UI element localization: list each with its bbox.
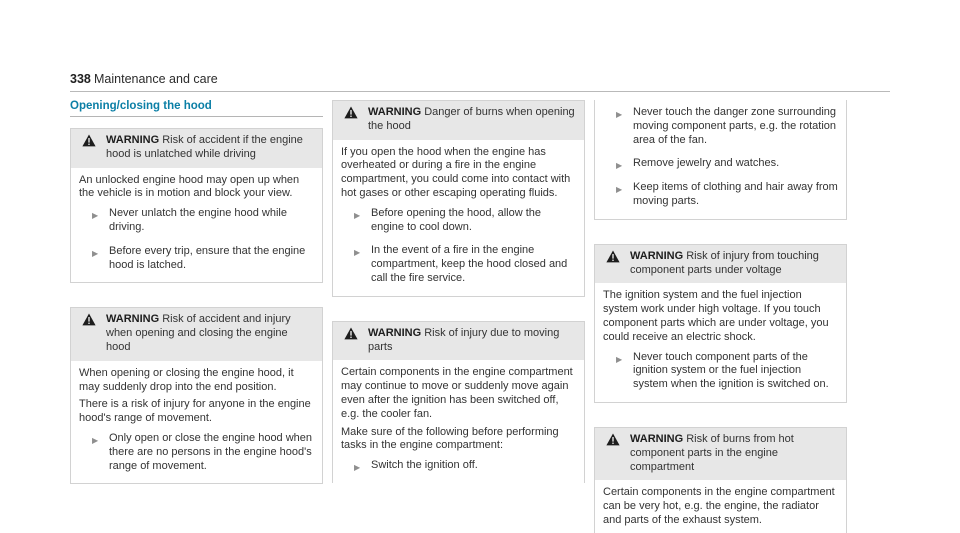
warning-triangle-icon [82, 313, 96, 326]
warning-paragraph: There is a risk of injury for anyone in the engine hood's range of movement. [79, 398, 311, 425]
action-item [341, 459, 576, 473]
warning-header [71, 129, 322, 168]
action-item [79, 245, 314, 273]
warning-paragraph: Certain components in the engine compartment may continue to move or suddenly move again even after the ignition has been switched off, e.g. the cooler fan. [341, 366, 573, 420]
action-list [341, 459, 576, 473]
warning-label: WARNING [630, 432, 684, 445]
action-list [79, 432, 314, 473]
action-list [79, 207, 314, 272]
action-item [603, 157, 838, 171]
warning-box-voltage [594, 244, 847, 403]
action-item [603, 351, 838, 392]
warning-text: Danger of burns when opening the hood [368, 106, 575, 132]
action-item [79, 432, 314, 473]
action-item-text: Never unlatch the engine hood while driving. [109, 207, 287, 233]
section-heading: Opening/closing the hood [70, 100, 323, 117]
warning-paragraph: When opening or closing the engine hood, it may suddenly drop into the end position. [79, 366, 294, 393]
warning-text: Risk of accident if the engine hood is unlatched while driving [106, 134, 303, 160]
warning-text: Risk of burns from hot component parts in the engine compartment [630, 432, 794, 473]
warning-label: WARNING [368, 106, 422, 118]
warning-label: WARNING [106, 313, 160, 326]
warning-box-burns [332, 100, 585, 297]
warning-body [595, 100, 846, 219]
warning-box-hood-unlatched [70, 128, 323, 283]
warning-text: Risk of injury from touching component parts under voltage [630, 249, 819, 276]
warning-label: WARNING [106, 134, 160, 146]
warning-body [71, 168, 322, 283]
warning-triangle-icon [606, 250, 620, 263]
warning-header [333, 101, 584, 140]
action-item [79, 207, 314, 235]
warning-body [595, 283, 846, 402]
page-header [70, 70, 890, 92]
action-item-text: Never touch the danger zone surrounding moving component parts, e.g. the rotation area of the fan. [633, 106, 837, 146]
action-item [603, 181, 838, 209]
warning-header [595, 245, 846, 284]
warning-header [71, 308, 322, 360]
arrow-bullet-icon: ▶ [354, 248, 361, 258]
action-item-text: Never touch component parts of the ignition system or the fuel injection system when the ignition is switched on. [633, 350, 829, 391]
arrow-bullet-icon: ▶ [616, 161, 623, 171]
warning-paragraph: An unlocked engine hood may open up when the vehicle is in motion and block your view. [79, 173, 300, 200]
warning-text: Risk of accident and injury when opening and closing the engine hood [106, 313, 291, 353]
warning-paragraph: Certain components in the engine compartment can be very hot, e.g. the engine, the radiator and parts of the exhaust system. [603, 486, 835, 526]
column-2 [332, 100, 585, 507]
warning-body [595, 480, 846, 533]
warning-box-hood-movement [70, 307, 323, 484]
page-section-title: Maintenance and care [94, 72, 218, 86]
action-item-text: In the event of a fire in the engine compartment, keep the hood closed and call the fire service. [371, 244, 568, 284]
action-item-text: Remove jewelry and watches. [633, 157, 780, 170]
action-item [341, 244, 576, 285]
arrow-bullet-icon: ▶ [92, 211, 99, 221]
warning-paragraph: The ignition system and the fuel injection system work under high voltage. If you touch component parts which are under voltage, you could receive an electric shock. [603, 289, 829, 343]
arrow-bullet-icon: ▶ [92, 248, 99, 258]
warning-body [333, 140, 584, 296]
warning-triangle-icon [82, 134, 96, 147]
warning-text: Risk of injury due to moving parts [368, 326, 560, 353]
action-item-text: Keep items of clothing and hair away from moving parts. [633, 181, 838, 207]
action-item-text: Only open or close the engine hood when there are no persons in the engine hood's range of movement. [109, 431, 313, 472]
arrow-bullet-icon: ▶ [616, 110, 623, 119]
column-1 [70, 100, 323, 508]
warning-paragraph: Make sure of the following before performing tasks in the engine compartment: [341, 425, 559, 452]
warning-triangle-icon [344, 327, 358, 340]
warning-paragraph: If you open the hood when the engine has overheated or during a fire in the engine compartment, you could come into contact with hot gases or other escaping operating fluids. [341, 145, 571, 199]
action-list [603, 106, 838, 209]
warning-triangle-icon [344, 106, 358, 119]
warning-box-hot-parts [594, 427, 847, 533]
warning-label: WARNING [630, 249, 684, 262]
arrow-bullet-icon: ▶ [354, 463, 361, 473]
warning-label: WARNING [368, 326, 422, 339]
warning-box-moving-parts [332, 321, 585, 483]
warning-header [595, 428, 846, 480]
warning-body [71, 361, 322, 484]
action-item-text: Switch the ignition off. [371, 459, 478, 472]
page-number: 338 [70, 72, 91, 86]
action-list [603, 351, 838, 392]
action-item [341, 207, 576, 235]
action-item [603, 106, 838, 147]
warning-triangle-icon [606, 433, 620, 446]
warning-header [333, 322, 584, 361]
arrow-bullet-icon: ▶ [616, 354, 623, 364]
warning-body [333, 360, 584, 483]
warning-box-continued [594, 100, 847, 220]
arrow-bullet-icon: ▶ [354, 210, 361, 220]
arrow-bullet-icon: ▶ [92, 435, 99, 445]
action-item-text: Before every trip, ensure that the engine hood is latched. [109, 244, 306, 271]
action-list [341, 207, 576, 286]
arrow-bullet-icon: ▶ [616, 185, 623, 195]
action-item-text: Before opening the hood, allow the engine to cool down. [371, 206, 542, 233]
column-3 [594, 100, 847, 533]
